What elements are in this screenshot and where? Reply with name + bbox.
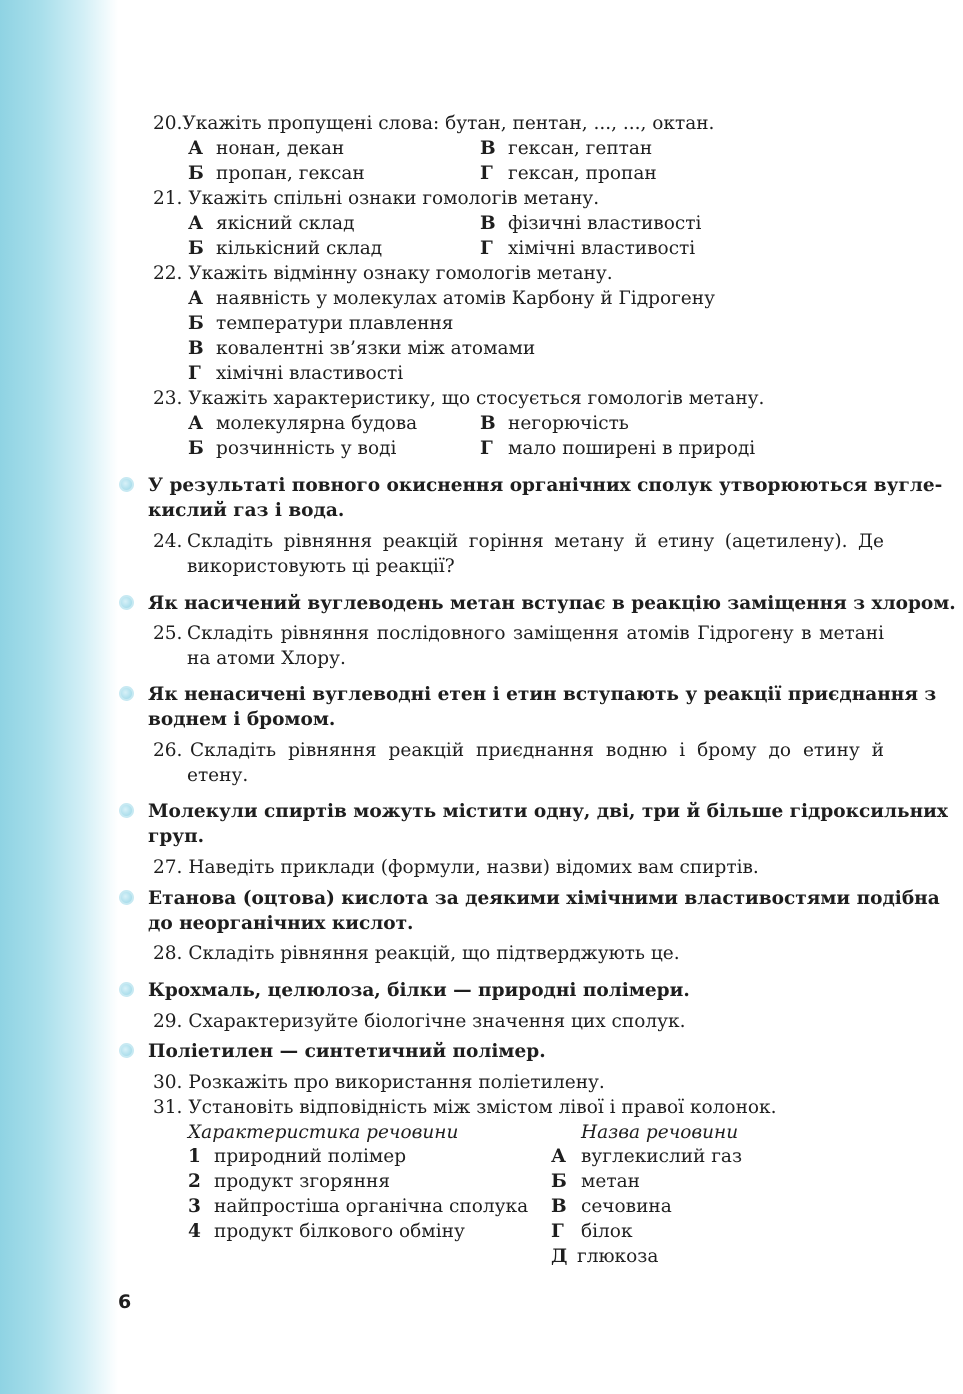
question-number: 24. [153, 531, 183, 552]
option-text: мало поширені в природі [508, 438, 756, 459]
question-30 [153, 1070, 605, 1095]
bullet-icon [119, 686, 134, 701]
bullet-icon [119, 803, 134, 818]
option-letter: Б [188, 163, 204, 184]
section-statement: до неорганічних кислот. [148, 913, 414, 934]
option-letter: Г [480, 163, 493, 184]
item-letter: Г [551, 1221, 564, 1242]
option [480, 136, 652, 161]
option [480, 161, 657, 186]
option [480, 211, 701, 236]
question-text: Укажіть відмінну ознаку гомологів метану. [188, 263, 613, 284]
item-letter: Д [551, 1246, 568, 1267]
section-statement: Молекули спиртів можуть містити одну, дві, три й більше гідроксильних [148, 801, 948, 822]
section-statement: Етанова (оцтова) кислота за деякими хімічними властивостями подібна [148, 888, 940, 909]
left-item [188, 1144, 406, 1169]
item-number: 3 [188, 1196, 201, 1217]
item-text: продукт згоряння [214, 1171, 391, 1192]
question-text: Розкажіть про використання поліетилену. [188, 1072, 605, 1093]
option [188, 436, 396, 461]
question-number: 23. [153, 388, 183, 409]
question-text: Укажіть пропущені слова: бутан, пентан, ..., ..., октан. [182, 113, 715, 134]
option [480, 236, 695, 261]
question-number: 31. [153, 1097, 183, 1118]
option [188, 336, 535, 361]
option-letter: Г [188, 363, 201, 384]
section-statement: Крохмаль, целюлоза, білки — природні полімери. [148, 980, 690, 1001]
option [188, 311, 453, 336]
section-statement: кислий газ і вода. [148, 500, 345, 521]
option-text: пропан, гексан [216, 163, 365, 184]
question-29 [153, 1009, 685, 1034]
question-number: 27. [153, 857, 183, 878]
question-text: Укажіть характеристику, що стосується гомологів метану. [188, 388, 765, 409]
option-letter: Б [188, 438, 204, 459]
option-letter: В [188, 338, 204, 359]
item-number: 4 [188, 1221, 201, 1242]
option-text: кількісний склад [216, 238, 383, 259]
option-text: фізичні властивості [508, 213, 702, 234]
bullet-icon [119, 477, 134, 492]
option-letter: В [480, 213, 496, 234]
option-letter: А [188, 138, 204, 159]
item-text: вуглекислий газ [581, 1146, 743, 1167]
right-column-header: Назва речовини [581, 1122, 739, 1143]
option-text: гексан, пропан [508, 163, 657, 184]
option-letter: А [188, 413, 204, 434]
question-text: Наведіть приклади (формули, назви) відомих вам спиртів. [188, 857, 759, 878]
question-20 [153, 111, 714, 136]
item-number: 1 [188, 1146, 201, 1167]
question-23 [153, 386, 764, 411]
item-letter: В [551, 1196, 567, 1217]
option-text: наявність у молекулах атомів Карбону й Гідрогену [216, 288, 715, 309]
option-text: нонан, декан [216, 138, 345, 159]
question-number: 26. [153, 740, 183, 761]
question-text: Складіть рівняння реакцій горіння метану й етину (ацетилену). Де [187, 531, 884, 552]
question-number: 25. [153, 623, 183, 644]
bullet-icon [119, 982, 134, 997]
question-28 [153, 941, 680, 966]
option [188, 136, 344, 161]
question-number: 22. [153, 263, 183, 284]
right-item [551, 1169, 640, 1194]
question-text: Складіть рівняння реакцій приєднання водню і брому до етину й [190, 740, 884, 761]
right-item [551, 1219, 633, 1244]
bullet-icon [119, 890, 134, 905]
option-text: якісний склад [216, 213, 355, 234]
section-statement: Як ненасичені вуглеводні етен і етин вступають у реакції приєднання з [148, 684, 937, 705]
item-number: 2 [188, 1171, 201, 1192]
left-item [188, 1219, 465, 1244]
section-statement: груп. [148, 826, 205, 847]
item-text: найпростіша органічна сполука [214, 1196, 529, 1217]
question-number: 28. [153, 943, 183, 964]
question-text: Установіть відповідність між змістом лівої і правої колонок. [188, 1097, 777, 1118]
item-text: природний полімер [214, 1146, 407, 1167]
option [188, 411, 417, 436]
option-letter: В [480, 413, 496, 434]
option [188, 161, 365, 186]
question-number: 29. [153, 1011, 183, 1032]
option-text: розчинність у воді [216, 438, 397, 459]
option-text: хімічні властивості [216, 363, 404, 384]
item-letter: Б [551, 1171, 567, 1192]
bullet-icon [119, 1043, 134, 1058]
question-21 [153, 186, 599, 211]
item-letter: А [551, 1146, 567, 1167]
question-number: 20. [153, 113, 183, 134]
left-item [188, 1169, 390, 1194]
left-column-header: Характеристика речовини [188, 1122, 459, 1143]
page-number: 6 [118, 1291, 132, 1313]
right-item [551, 1244, 658, 1269]
option-letter: Б [188, 238, 204, 259]
section-statement: У результаті повного окиснення органічних сполук утворюються вугле- [148, 475, 943, 496]
question-text: Складіть рівняння послідовного заміщення атомів Гідрогену в метані [187, 623, 884, 644]
item-text: білок [581, 1221, 633, 1242]
option-text: негорючість [508, 413, 629, 434]
option-letter: А [188, 288, 204, 309]
item-text: продукт білкового обміну [214, 1221, 465, 1242]
question-27 [153, 855, 759, 880]
question-text: Укажіть спільні ознаки гомологів метану. [188, 188, 600, 209]
section-statement: Як насичений вуглеводень метан вступає в реакцію заміщення з хлором. [148, 593, 956, 614]
question-text: на атоми Хлору. [187, 648, 346, 669]
question-text: Схарактеризуйте біологічне значення цих сполук. [188, 1011, 686, 1032]
option [188, 211, 354, 236]
option-text: молекулярна будова [216, 413, 418, 434]
question-text: Складіть рівняння реакцій, що підтверджують це. [188, 943, 680, 964]
option-text: ковалентні зв’язки між атомами [216, 338, 536, 359]
item-text: сечовина [581, 1196, 672, 1217]
option-text: гексан, гептан [508, 138, 653, 159]
left-item [188, 1194, 528, 1219]
option-letter: В [480, 138, 496, 159]
option [188, 361, 403, 386]
option-letter: Б [188, 313, 204, 334]
question-text: використовують ці реакції? [187, 556, 455, 577]
option [480, 436, 755, 461]
item-text: глюкоза [577, 1246, 659, 1267]
question-number: 21. [153, 188, 183, 209]
right-item [551, 1144, 742, 1169]
option-text: хімічні властивості [508, 238, 696, 259]
option-letter: Г [480, 238, 493, 259]
section-statement: воднем і бромом. [148, 709, 336, 730]
bullet-icon [119, 595, 134, 610]
question-31 [153, 1095, 776, 1120]
section-statement: Поліетилен — синтетичний полімер. [148, 1041, 546, 1062]
option [188, 286, 715, 311]
option [188, 236, 382, 261]
option-letter: А [188, 213, 204, 234]
right-item [551, 1194, 672, 1219]
option-text: температури плавлення [216, 313, 454, 334]
option [480, 411, 629, 436]
question-number: 30. [153, 1072, 183, 1093]
option-letter: Г [480, 438, 493, 459]
question-text: етену. [187, 765, 249, 786]
item-text: метан [581, 1171, 640, 1192]
question-22 [153, 261, 613, 286]
